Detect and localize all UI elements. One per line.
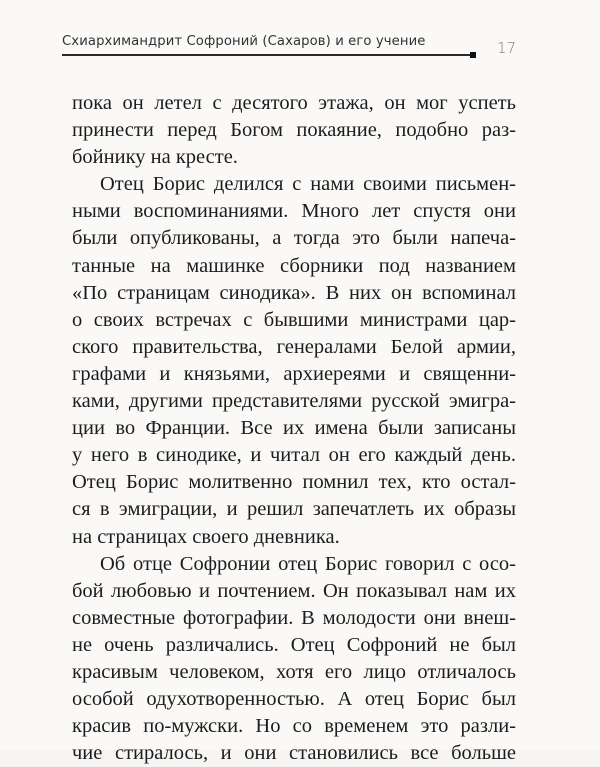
text-line: «По страницам синодика». В них он вспоминал bbox=[72, 281, 516, 304]
text-line: ками, другими представителями русской эмигра- bbox=[72, 390, 516, 413]
text-line: пока он летел с десятого этажа, он мог успеть bbox=[72, 92, 516, 114]
paragraph-first-line: Отец Борис делился с нами своими письмен- bbox=[100, 173, 516, 196]
body-text bbox=[72, 90, 516, 767]
page-number: 17 bbox=[497, 39, 517, 57]
text-line: бой любовью и почтением. Он показывал нам их bbox=[72, 579, 516, 602]
text-line: о своих встречах с бывшими министрами цар- bbox=[72, 308, 516, 331]
text-line: у него в синодике, и читал он его каждый день. bbox=[72, 444, 516, 467]
header-rule-end-mark bbox=[470, 52, 476, 58]
text-line: не очень различались. Отец Софроний не был bbox=[72, 633, 516, 656]
text-line: графами и князьями, архиереями и священни- bbox=[72, 362, 516, 385]
header-rule bbox=[62, 54, 474, 56]
text-line: были опубликованы, а тогда это были напеча- bbox=[72, 227, 516, 250]
running-head-title: Схиархимандрит Софроний (Сахаров) и его учение bbox=[62, 34, 426, 49]
paragraph-first-line: Об отце Софронии отец Борис говорил с осо- bbox=[100, 552, 516, 575]
text-line: принести перед Богом покаяние, подобно раз- bbox=[72, 119, 516, 142]
text-line: красив по-мужски. Но со временем это разли- bbox=[72, 715, 516, 738]
text-line: ского правительства, генералами Белой армии, bbox=[72, 335, 516, 358]
text-line: Отец Борис молитвенно помнил тех, кто остал- bbox=[72, 471, 516, 494]
text-line: чие стиралось, и они становились все больше bbox=[72, 742, 516, 765]
text-line: танные на машинке сборники под названием bbox=[72, 254, 516, 277]
text-line: особой одухотворенностью. А отец Борис был bbox=[72, 688, 516, 711]
text-line: на страницах своего дневника. bbox=[72, 525, 340, 548]
text-line: бойнику на кресте. bbox=[72, 146, 238, 169]
text-line: ся в эмиграции, и решил запечатлеть их образы bbox=[72, 498, 516, 521]
text-line: ции во Франции. Все их имена были записаны bbox=[72, 417, 516, 440]
text-line: совместные фотографии. В молодости они внеш- bbox=[72, 606, 516, 629]
text-line: ными воспоминаниями. Много лет спустя они bbox=[72, 200, 516, 223]
text-line: красивым человеком, хотя его лицо отличалось bbox=[72, 660, 516, 683]
